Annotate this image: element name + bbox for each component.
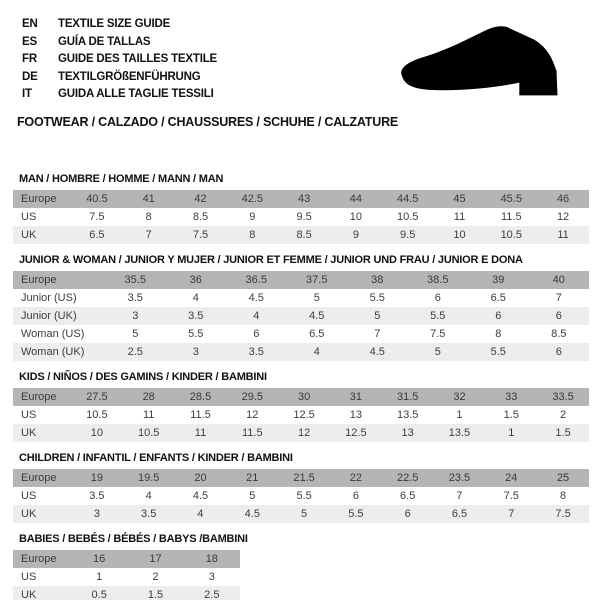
size-cell: 4.5: [244, 507, 260, 520]
size-cell: 22: [349, 471, 362, 484]
size-cell: 6.5: [89, 228, 105, 241]
table-row: [13, 424, 589, 442]
size-cell: 10.5: [500, 228, 522, 241]
size-cell: 7: [374, 327, 381, 340]
tables-container: [13, 173, 588, 600]
size-table-section: [13, 371, 588, 442]
row-label: Woman (UK): [21, 345, 85, 358]
size-cell: 10.5: [396, 210, 419, 223]
size-cell: 4.5: [309, 309, 325, 322]
table-row: [13, 226, 589, 244]
size-cell: 5: [434, 345, 441, 358]
row-label: UK: [21, 426, 37, 439]
size-cell: 5.5: [430, 309, 446, 322]
size-cell: 3.5: [127, 291, 143, 304]
size-cell: 11: [142, 408, 155, 421]
size-cell: 3: [93, 507, 100, 520]
size-cell: 19.5: [137, 471, 160, 484]
size-cell: 41: [142, 192, 155, 205]
language-code: EN: [22, 18, 38, 30]
size-cell: 36.5: [245, 273, 267, 286]
size-cell: 30: [297, 390, 311, 403]
size-cell: 7: [508, 507, 515, 520]
size-cell: 7.5: [503, 489, 519, 502]
size-cell: 0.5: [91, 588, 107, 600]
size-cell: 5.5: [490, 345, 506, 358]
size-cell: 4: [192, 291, 199, 304]
table-row: [13, 208, 589, 226]
row-label: Junior (UK): [21, 309, 77, 322]
size-table-section: [13, 173, 588, 244]
size-cell: 22.5: [396, 471, 419, 484]
size-cell: 46: [556, 192, 570, 205]
size-cell: 2: [560, 408, 567, 421]
size-cell: 31.5: [396, 390, 419, 403]
size-cell: 12.5: [293, 408, 315, 421]
row-label: US: [21, 408, 37, 421]
size-cell: 3.5: [89, 489, 105, 502]
size-cell: 28.5: [189, 390, 212, 403]
size-cell: 42.5: [241, 192, 263, 205]
size-cell: 6.5: [309, 327, 325, 340]
size-cell: 3.5: [141, 507, 157, 520]
size-cell: 42: [194, 192, 207, 205]
size-cell: 9.5: [400, 228, 416, 241]
size-cell: 7: [456, 489, 463, 502]
size-cell: 7.5: [192, 228, 209, 241]
size-cell: 40.5: [86, 192, 108, 205]
row-label: Europe: [21, 192, 57, 205]
size-cell: 4: [145, 489, 152, 502]
dress-shoe-icon: [394, 24, 580, 104]
table-row: [13, 388, 589, 406]
row-label: UK: [21, 588, 37, 600]
size-cell: 9: [249, 210, 256, 223]
row-label: UK: [21, 507, 37, 520]
size-cell: 13: [401, 426, 414, 439]
size-cell: 11: [557, 228, 569, 241]
size-cell: 2.5: [204, 588, 220, 600]
row-label: UK: [21, 228, 37, 241]
table-title: CHILDREN / INFANTIL / ENFANTS / KINDER / BAMBINI: [19, 451, 293, 464]
row-label: Europe: [21, 471, 57, 484]
size-cell: 10: [349, 210, 362, 223]
size-cell: 10.5: [137, 426, 160, 439]
size-cell: 27.5: [86, 390, 108, 403]
language-title: TEXTILGRÖßENFÜHRUNG: [58, 70, 201, 83]
row-label: Junior (US): [21, 291, 77, 304]
size-cell: 36: [189, 273, 202, 286]
language-title: GUIDA ALLE TAGLIE TESSILI: [58, 88, 214, 100]
size-cell: 3.5: [188, 309, 204, 322]
size-cell: 5.5: [348, 507, 364, 520]
size-cell: 6: [555, 309, 562, 322]
size-cell: 20: [194, 471, 207, 484]
size-cell: 7: [555, 291, 562, 304]
size-cell: 5: [249, 489, 256, 502]
size-cell: 12: [246, 408, 259, 421]
size-cell: 45: [453, 192, 466, 205]
language-code: ES: [22, 35, 37, 48]
size-cell: 31: [349, 390, 362, 403]
size-cell: 19: [90, 471, 104, 484]
size-cell: 6: [404, 507, 411, 520]
size-cell: 43: [297, 192, 311, 205]
row-label: Europe: [21, 273, 57, 286]
row-label: US: [21, 489, 37, 502]
table-row: [13, 487, 589, 505]
size-cell: 1.5: [503, 408, 519, 421]
size-cell: 3: [132, 309, 139, 322]
size-cell: 8.5: [192, 210, 209, 223]
row-label: Europe: [21, 552, 57, 565]
size-cell: 11.5: [241, 426, 263, 439]
table-row: [13, 505, 589, 523]
size-cell: 4.5: [192, 489, 209, 502]
size-cell: 4.5: [248, 291, 264, 304]
size-cell: 33: [505, 390, 518, 403]
size-cell: 3.5: [248, 345, 264, 358]
table-row: [13, 307, 589, 325]
size-cell: 5.5: [188, 327, 204, 340]
size-cell: 12: [556, 210, 570, 223]
size-cell: 12.5: [345, 426, 367, 439]
size-cell: 24: [505, 471, 518, 484]
size-cell: 9: [352, 228, 359, 241]
size-cell: 6.5: [400, 489, 416, 502]
size-cell: 1.5: [555, 426, 571, 439]
size-cell: 5: [313, 291, 320, 304]
size-cell: 7.5: [430, 327, 446, 340]
table-title: MAN / HOMBRE / HOMME / MANN / MAN: [19, 172, 224, 185]
size-cell: 39: [492, 273, 505, 286]
table-row: [13, 568, 240, 586]
size-cell: 5: [132, 327, 139, 340]
size-cell: 23.5: [448, 471, 471, 484]
size-cell: 21: [246, 471, 259, 484]
size-cell: 12: [297, 426, 311, 439]
size-cell: 44.5: [396, 192, 419, 205]
size-cell: 6: [434, 291, 441, 304]
language-code: IT: [22, 88, 32, 100]
table-row: [13, 289, 589, 307]
size-cell: 8: [249, 228, 256, 241]
size-cell: 6: [495, 309, 502, 322]
size-cell: 1: [508, 426, 515, 439]
language-code: FR: [22, 53, 37, 65]
size-table: [13, 469, 589, 523]
size-cell: 5.5: [296, 489, 312, 502]
row-label: Europe: [21, 390, 57, 403]
size-cell: 6: [253, 327, 260, 340]
size-cell: 8: [495, 327, 502, 340]
table-row: [13, 406, 589, 424]
size-table: [13, 190, 589, 244]
size-table: [13, 550, 240, 600]
size-cell: 4.5: [369, 345, 385, 358]
size-cell: 13.5: [448, 426, 471, 439]
size-cell: 4: [197, 507, 204, 520]
size-cell: 6.5: [451, 507, 468, 520]
size-cell: 11.5: [500, 210, 522, 223]
size-cell: 6.5: [490, 291, 506, 304]
size-cell: 21.5: [293, 471, 315, 484]
size-cell: 7: [145, 228, 152, 241]
size-cell: 44: [349, 192, 362, 205]
size-cell: 7.5: [89, 210, 105, 223]
size-cell: 5: [301, 507, 308, 520]
size-cell: 10.5: [86, 408, 108, 421]
table-row: [13, 343, 589, 361]
size-cell: 13.5: [396, 408, 419, 421]
size-cell: 38.5: [427, 273, 449, 286]
size-cell: 6: [352, 489, 359, 502]
category-heading: FOOTWEAR / CALZADO / CHAUSSURES / SCHUHE / CALZATURE: [17, 114, 399, 129]
size-cell: 4: [313, 345, 320, 358]
size-cell: 6: [555, 345, 562, 358]
language-title: GUÍA DE TALLAS: [58, 35, 151, 48]
size-cell: 17: [149, 552, 162, 565]
table-title: JUNIOR & WOMAN / JUNIOR Y MUJER / JUNIOR ET FEMME / JUNIOR UND FRAU / JUNIOR E DONA: [19, 253, 523, 266]
table-row: [13, 271, 589, 289]
table-title: KIDS / NIÑOS / DES GAMINS / KINDER / BAMBINI: [19, 370, 267, 383]
size-cell: 9.5: [296, 210, 312, 223]
size-cell: 11: [194, 426, 207, 439]
size-cell: 7.5: [555, 507, 571, 520]
size-cell: 32: [453, 390, 466, 403]
size-cell: 2.5: [127, 345, 143, 358]
size-table-section: [13, 452, 588, 523]
size-cell: 40: [552, 273, 565, 286]
size-cell: 10: [90, 426, 104, 439]
size-cell: 33.5: [552, 390, 574, 403]
size-cell: 37.5: [306, 273, 328, 286]
size-table-section: [13, 254, 588, 361]
size-cell: 1.5: [147, 588, 164, 600]
size-table: [13, 388, 589, 442]
table-row: [13, 325, 589, 343]
size-cell: 13: [349, 408, 362, 421]
size-cell: 16: [93, 552, 106, 565]
size-cell: 2: [152, 570, 159, 583]
size-cell: 1: [456, 408, 463, 421]
size-cell: 18: [205, 552, 218, 565]
size-cell: 8.5: [296, 228, 312, 241]
table-row: [13, 586, 240, 600]
size-cell: 8: [145, 210, 152, 223]
table-row: [13, 190, 589, 208]
row-label: Woman (US): [21, 327, 85, 340]
size-cell: 28: [142, 390, 155, 403]
size-cell: 8.5: [551, 327, 567, 340]
table-row: [13, 550, 240, 568]
size-table: [13, 271, 589, 361]
row-label: US: [21, 570, 37, 583]
language-title: GUIDE DES TAILLES TEXTILE: [58, 53, 217, 65]
size-cell: 25: [556, 471, 570, 484]
table-title: BABIES / BEBÉS / BÉBÉS / BABYS /BAMBINI: [19, 532, 248, 545]
size-cell: 8: [560, 489, 567, 502]
size-cell: 3: [192, 345, 199, 358]
size-cell: 45.5: [500, 192, 522, 205]
size-cell: 10: [453, 228, 466, 241]
size-cell: 1: [96, 570, 103, 583]
language-title: TEXTILE SIZE GUIDE: [58, 18, 171, 30]
table-row: [13, 469, 589, 487]
size-cell: 5.5: [369, 291, 385, 304]
language-code: DE: [22, 70, 38, 83]
row-label: US: [21, 210, 37, 223]
size-cell: 29.5: [241, 390, 263, 403]
size-table-section: [13, 533, 588, 600]
size-cell: 35.5: [124, 273, 146, 286]
size-cell: 5: [374, 309, 381, 322]
size-cell: 3: [208, 570, 215, 583]
size-cell: 11: [453, 210, 466, 223]
size-cell: 4: [253, 309, 260, 322]
size-cell: 38: [371, 273, 384, 286]
size-cell: 11.5: [190, 408, 211, 421]
